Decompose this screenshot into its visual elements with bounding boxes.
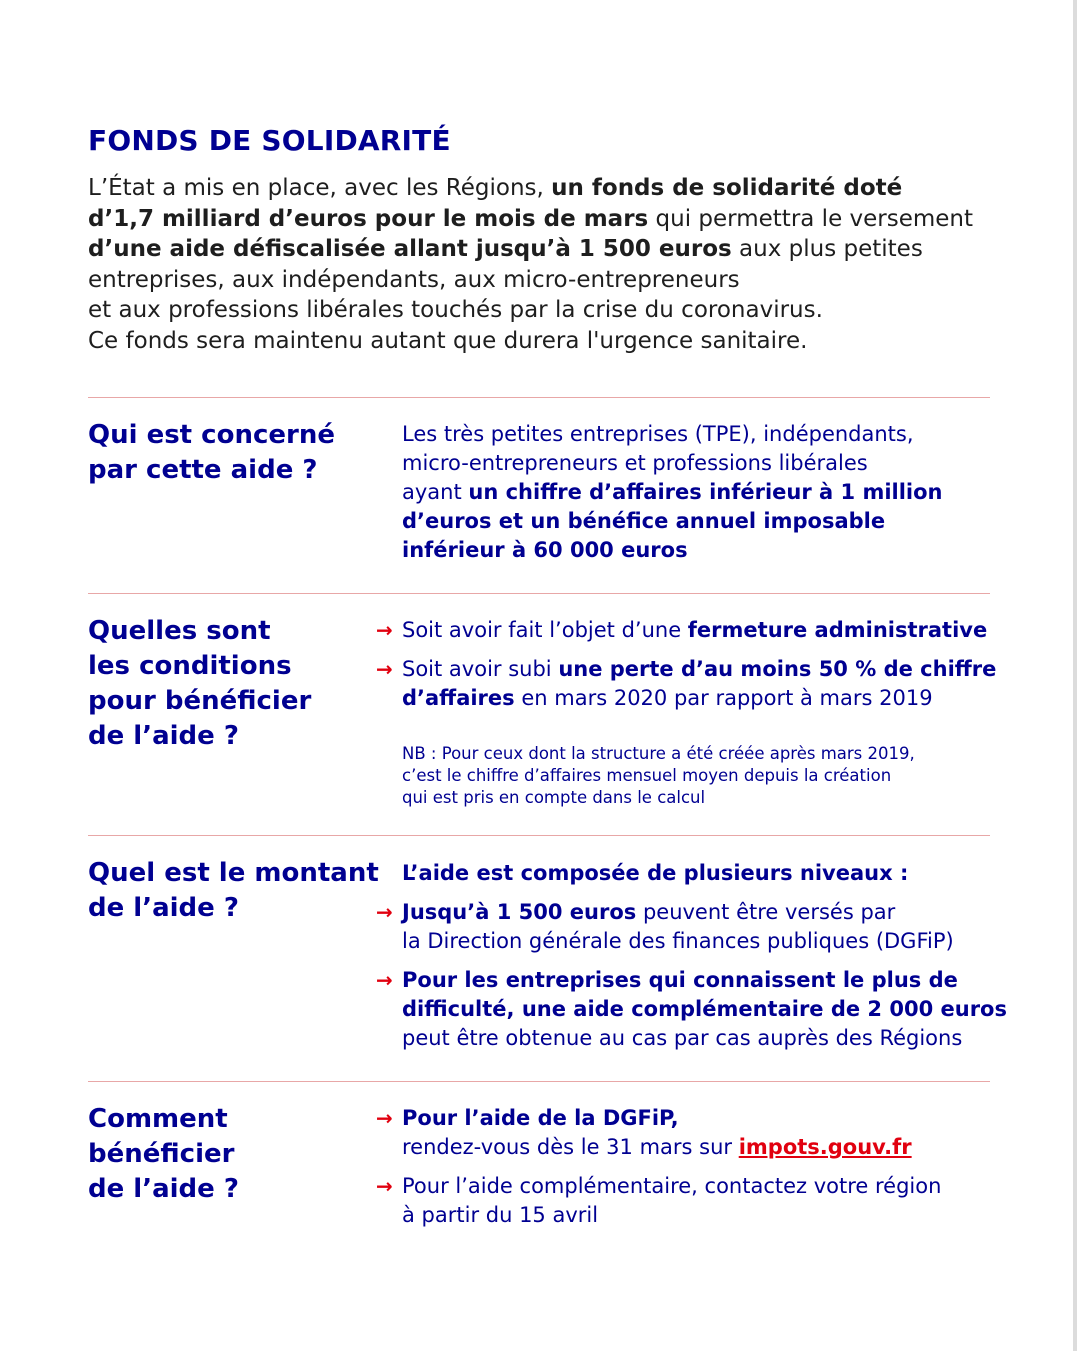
bold-text: Jusqu’à 1 500 euros — [402, 900, 637, 924]
text: entreprises, aux indépendants, aux micro-entrepreneurs — [88, 266, 740, 293]
text: en mars 2020 par rapport à mars 2019 — [514, 686, 933, 710]
bold-text: inférieur à 60 000 euros — [402, 538, 688, 562]
divider — [88, 1081, 990, 1082]
bullet-item — [376, 1172, 1022, 1230]
bold-text: d’affaires — [402, 686, 515, 710]
answer-how — [376, 1104, 1022, 1240]
bullet-item — [376, 898, 1022, 956]
text-line — [402, 478, 1022, 507]
bold-text: difficulté, une aide complémentaire de 2 000 euros — [402, 997, 1007, 1021]
answer-who — [402, 420, 1022, 565]
note-line: NB : Pour ceux dont la structure a été créée après mars 2019, — [402, 744, 915, 763]
question-line: par cette aide ? — [88, 455, 318, 485]
divider — [88, 835, 990, 836]
text-line — [402, 1172, 1022, 1201]
text-line — [402, 1024, 1022, 1053]
bold-text: une perte d’au moins 50 % de chiffre — [558, 657, 997, 681]
text-line — [402, 449, 1022, 478]
question-line: bénéficier — [88, 1139, 235, 1169]
question-amount — [88, 856, 379, 926]
bold-text: Pour les entreprises qui connaissent le plus de — [402, 968, 958, 992]
question-line: de l’aide ? — [88, 1174, 239, 1204]
note-line: c’est le chiffre d’affaires mensuel moyen depuis la création — [402, 766, 892, 785]
text: à partir du 15 avril — [402, 1203, 599, 1227]
bold-text: d’1,7 milliard d’euros pour le mois de mars — [88, 205, 649, 232]
question-conditions — [88, 614, 373, 754]
divider — [88, 397, 990, 398]
text-line — [88, 265, 988, 296]
text-line — [402, 420, 1022, 449]
bullet-item — [376, 616, 1022, 645]
text: et aux professions libérales touchés par la crise du coronavirus. — [88, 297, 823, 323]
text-line — [402, 655, 1022, 684]
text-line — [402, 507, 1022, 536]
arrow-right-icon: → — [376, 1174, 393, 1198]
bold-text: d’une aide défiscalisée allant jusqu’à 1 500 euros — [88, 236, 732, 262]
question-line: de l’aide ? — [88, 893, 239, 923]
text-line — [402, 684, 1022, 713]
text: L’État a mis en place, avec les Régions, — [88, 175, 552, 201]
text: micro-entrepreneurs et professions libérales — [402, 451, 868, 475]
page-edge — [1073, 0, 1077, 1351]
bold-text: d’euros et un bénéfice annuel imposable — [402, 509, 886, 533]
question-line: de l’aide ? — [88, 721, 239, 751]
text-line — [402, 536, 1022, 565]
text-line — [402, 1133, 1022, 1162]
bold-text: Pour l’aide de la DGFiP, — [402, 1106, 679, 1130]
text-line — [88, 295, 988, 326]
text-line — [402, 1201, 1022, 1230]
note — [402, 743, 1022, 809]
bullet-item — [376, 966, 1022, 1053]
text: aux plus petites — [731, 236, 923, 262]
text-line — [402, 616, 1022, 645]
text-line — [88, 326, 988, 357]
question-line: les conditions — [88, 651, 292, 681]
text-line — [402, 1104, 1022, 1133]
arrow-right-icon: → — [376, 900, 393, 924]
answer-header: L’aide est composée de plusieurs niveaux : — [402, 861, 909, 885]
arrow-right-icon: → — [376, 1106, 393, 1130]
arrow-right-icon: → — [376, 968, 393, 992]
text: peut être obtenue au cas par cas auprès des Régions — [402, 1026, 963, 1050]
intro-paragraph — [88, 173, 988, 356]
answer-conditions — [376, 616, 1022, 809]
question-line: Quel est le montant — [88, 858, 379, 888]
page-title: FONDS DE SOLIDARITÉ — [88, 124, 451, 157]
text: peuvent être versés par — [636, 900, 896, 924]
text-line — [402, 995, 1022, 1024]
question-line: Comment — [88, 1104, 228, 1134]
question-who — [88, 418, 373, 488]
arrow-right-icon: → — [376, 657, 393, 681]
text: rendez-vous dès le 31 mars sur — [402, 1135, 739, 1159]
text: Soit avoir subi — [402, 657, 559, 681]
answer-amount — [376, 859, 1022, 1063]
bold-text: fermeture administrative — [687, 618, 988, 642]
question-line: Qui est concerné — [88, 420, 335, 450]
divider — [88, 593, 990, 594]
arrow-right-icon: → — [376, 618, 393, 642]
text: Ce fonds sera maintenu autant que durera l'urgence sanitaire. — [88, 327, 808, 354]
bold-text: un chiffre d’affaires inférieur à 1 million — [468, 480, 943, 504]
note-line: qui est pris en compte dans le calcul — [402, 788, 706, 807]
impots-link[interactable]: impots.gouv.fr — [738, 1135, 912, 1159]
text: la Direction générale des finances publiques (DGFiP) — [402, 929, 954, 953]
text: Les très petites entreprises (TPE), indépendants, — [402, 422, 914, 446]
question-how — [88, 1102, 373, 1207]
text: qui permettra le versement — [648, 205, 974, 232]
question-line: pour bénéficier — [88, 686, 312, 716]
text: Soit avoir fait l’objet d’une — [402, 618, 688, 642]
text-line — [88, 204, 988, 235]
text-line — [88, 234, 988, 265]
text-line — [88, 173, 988, 204]
bullet-item — [376, 655, 1022, 713]
text: Pour l’aide complémentaire, contactez votre région — [402, 1174, 942, 1198]
text-line — [402, 898, 1022, 927]
text: ayant — [402, 480, 469, 504]
text-line — [402, 966, 1022, 995]
text-line — [402, 927, 1022, 956]
question-line: Quelles sont — [88, 616, 271, 646]
bullet-item — [376, 1104, 1022, 1162]
bold-text: un fonds de solidarité doté — [551, 175, 903, 201]
